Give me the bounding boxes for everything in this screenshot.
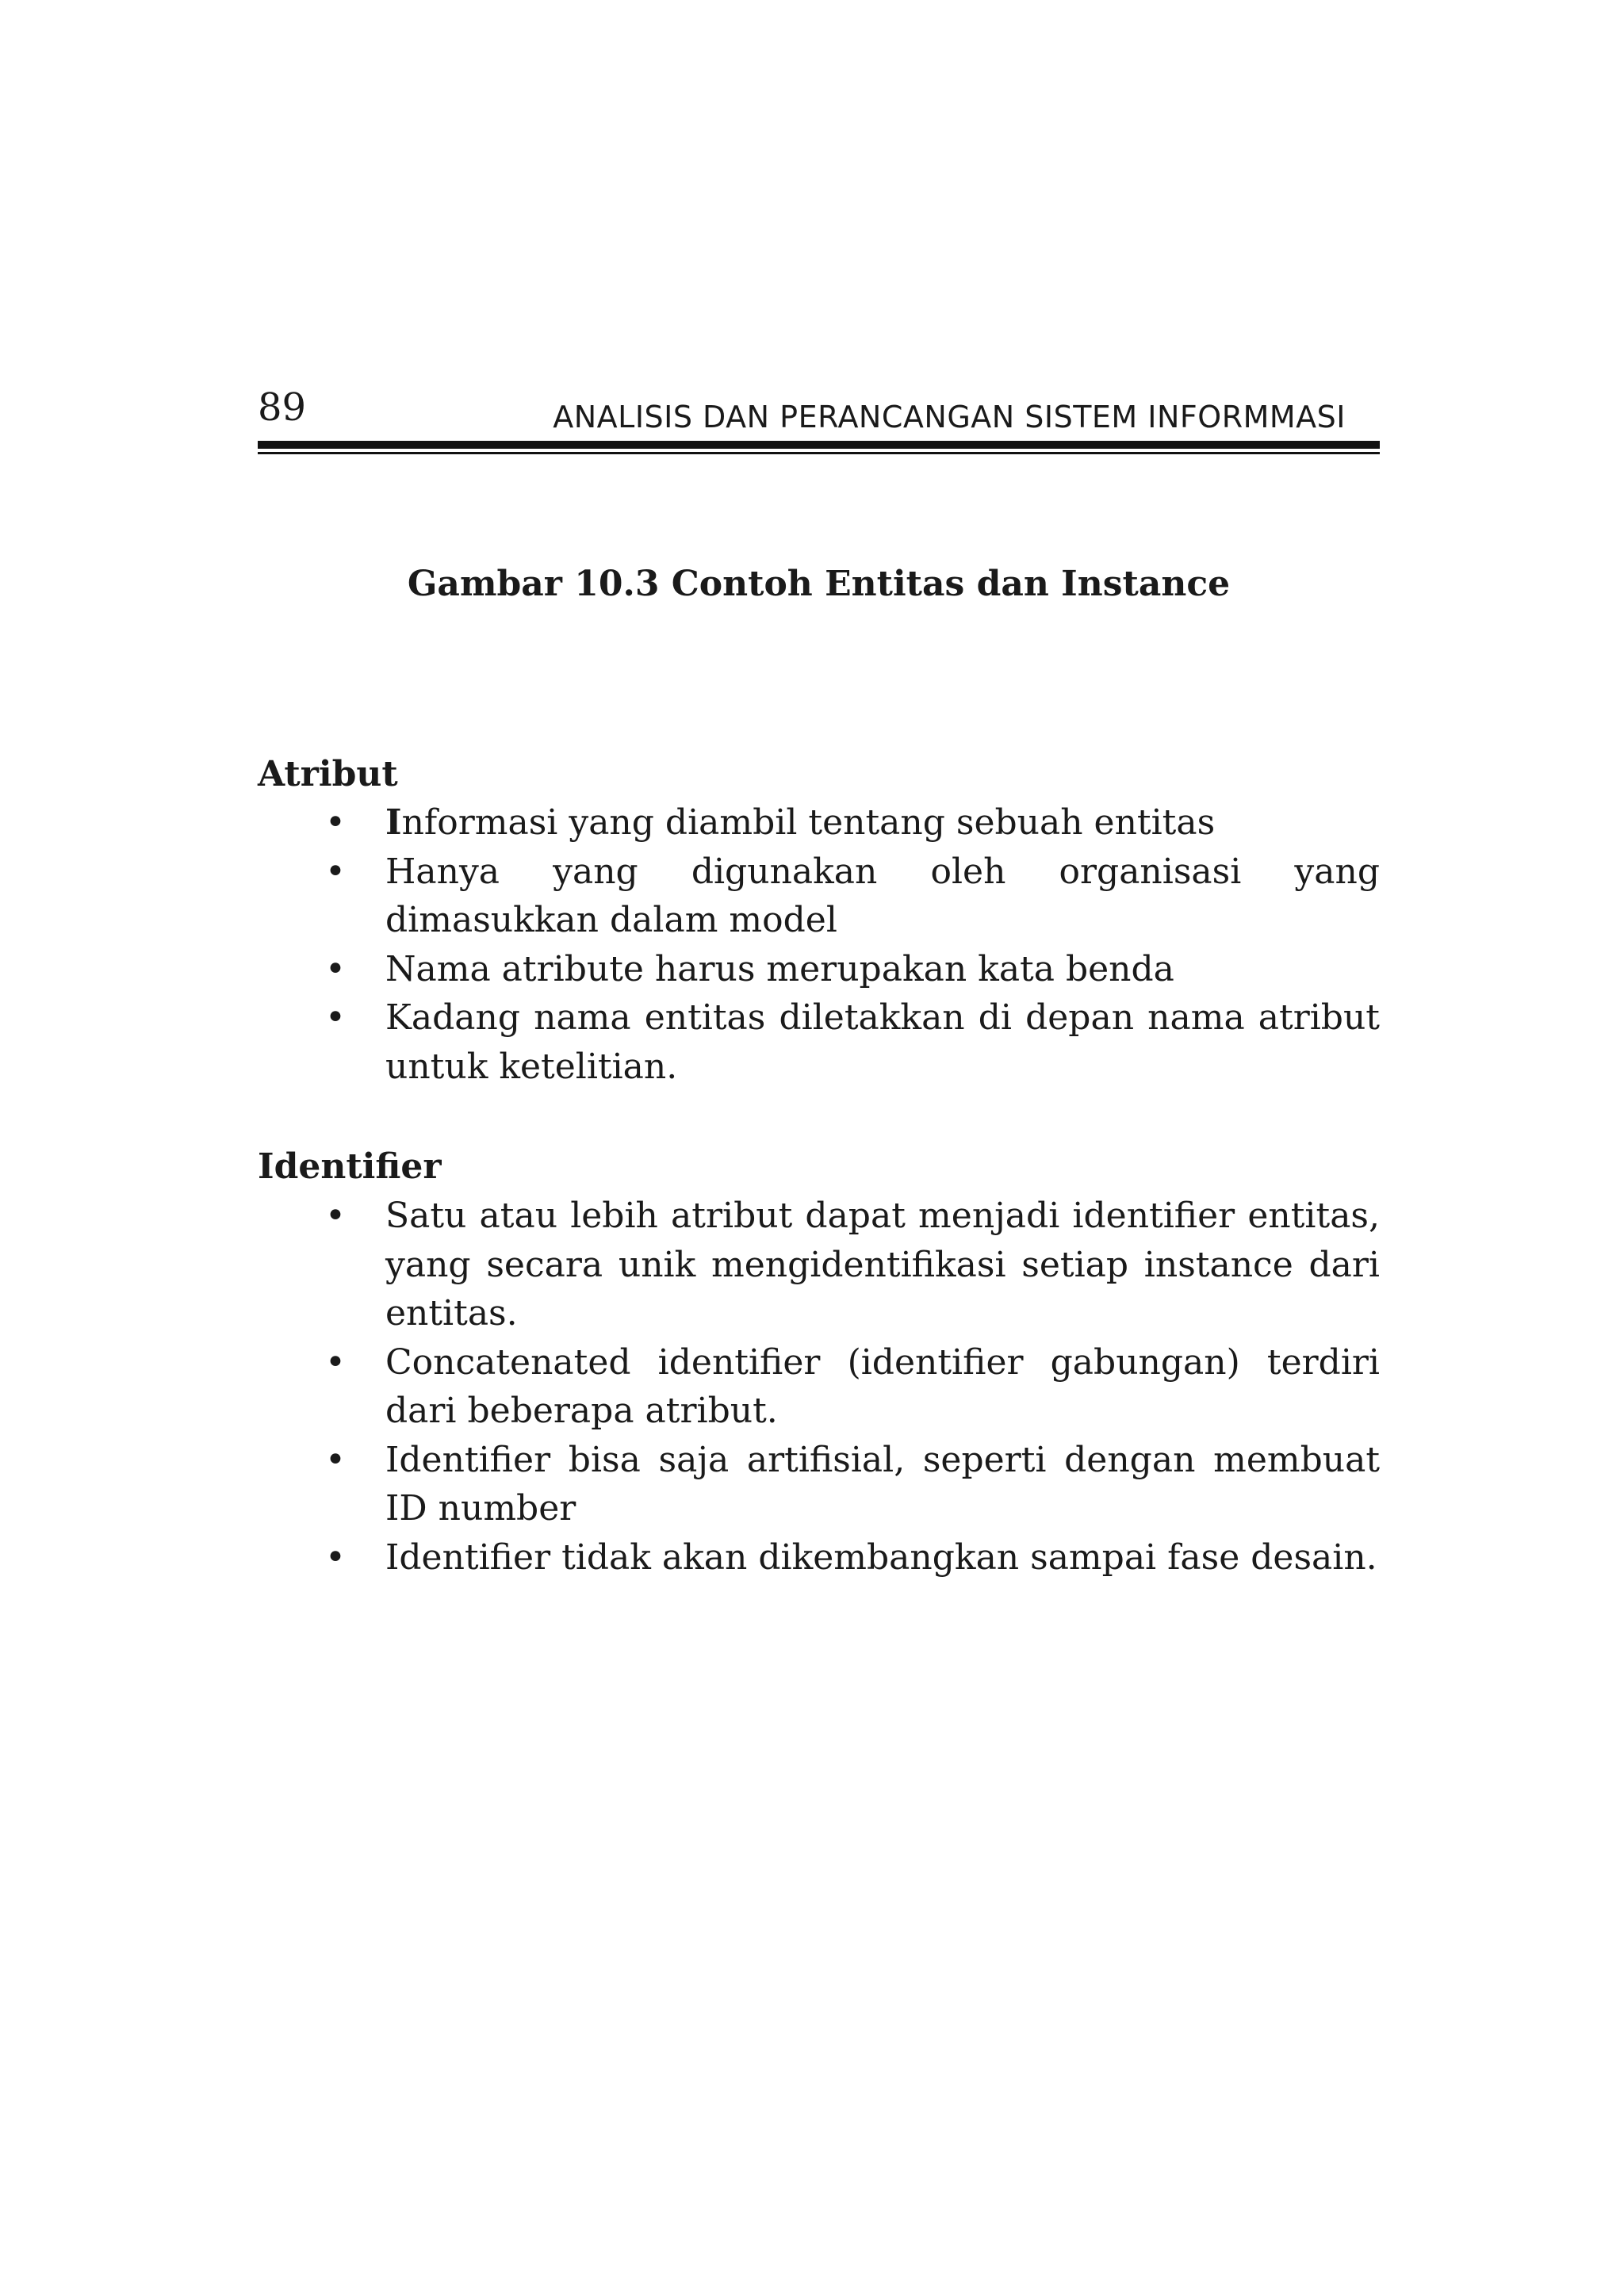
- list-item: [325, 993, 1380, 1091]
- bullet-icon: •: [325, 1536, 346, 1578]
- page-number: 89: [258, 385, 307, 430]
- bullet-list-identifier: [325, 1192, 1380, 1582]
- list-item-text: Identifier tidak akan dikembangkan sampai fase desain.: [385, 1536, 1377, 1578]
- list-item: [325, 1436, 1380, 1533]
- header-rule-thick: [258, 441, 1380, 449]
- list-item-text: Hanya yang digunakan oleh organisasi yang dimasukkan dalam model: [385, 851, 1380, 940]
- bullet-icon: •: [325, 802, 346, 843]
- list-item-text: Concatenated identifier (identifier gabungan) terdiri dari beberapa atribut.: [385, 1341, 1380, 1431]
- list-item-text: Nama atribute harus merupakan kata benda: [385, 948, 1174, 989]
- section-heading-identifier: Identifier: [258, 1146, 442, 1187]
- list-item: [325, 1338, 1380, 1436]
- section-heading-atribut: Atribut: [258, 754, 398, 794]
- bullet-icon: •: [325, 1341, 346, 1383]
- list-item-text: Satu atau lebih atribut dapat menjadi identifier entitas, yang secara unik mengidentifikasi setiap instance dari entitas.: [385, 1196, 1380, 1334]
- running-header: ANALISIS DAN PERANCANGAN SISTEM INFORMMASI: [553, 400, 1346, 434]
- bullet-icon: •: [325, 997, 346, 1038]
- bullet-icon: •: [325, 1439, 346, 1480]
- bullet-list-atribut: [325, 798, 1380, 1091]
- list-item: [325, 945, 1380, 994]
- list-item-text: Kadang nama entitas diletakkan di depan nama atribut untuk ketelitian.: [385, 997, 1380, 1087]
- list-item: [325, 848, 1380, 945]
- list-item-lead-letter: I: [385, 802, 402, 843]
- list-item: [325, 1533, 1380, 1582]
- list-item: [325, 798, 1380, 848]
- list-item-text: nformasi yang diambil tentang sebuah entitas: [401, 802, 1216, 843]
- bullet-icon: •: [325, 851, 346, 892]
- figure-caption: Gambar 10.3 Contoh Entitas dan Instance: [407, 564, 1231, 604]
- bullet-icon: •: [325, 948, 346, 989]
- header-rule-thin: [258, 452, 1380, 454]
- list-item: [325, 1192, 1380, 1338]
- list-item-text: Identifier bisa saja artifisial, seperti dengan membuat ID number: [385, 1439, 1380, 1529]
- bullet-icon: •: [325, 1196, 346, 1236]
